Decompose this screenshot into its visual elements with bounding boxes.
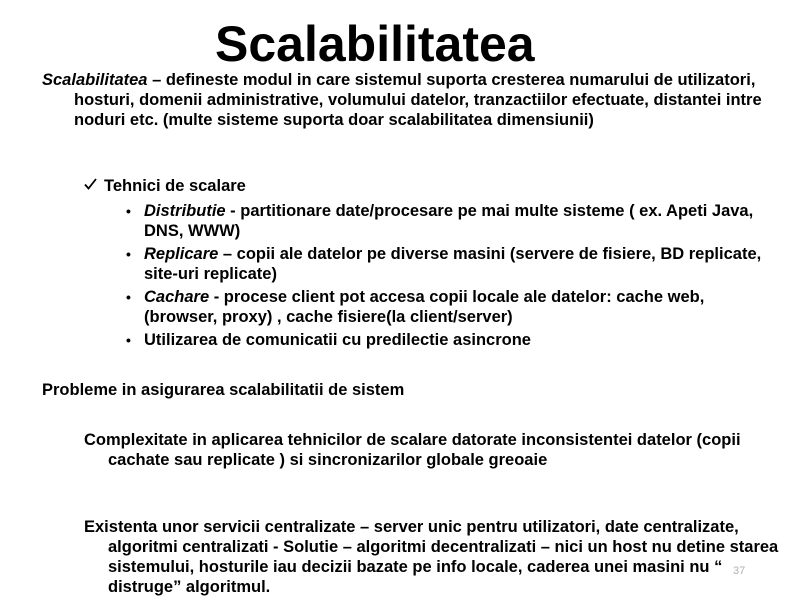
problem-item-centralizare: Existenta unor servicii centralizate – server unic pentru utilizatori, date centralizate, algoritmi centralizati - Solutie – algoritmi decentralizati – nici un host nu detine starea sistemului, hosturile iau decizii bazate pe info locale, caderea unei masini nu “ distruge” algoritmul. [84,518,779,596]
technique-text: Utilizarea de comunicatii cu predilectie asincrone [144,331,531,349]
bullet-icon: • [126,289,131,305]
technique-term: Distributie [144,202,226,220]
intro-paragraph [42,70,777,130]
technique-term: Cachare [144,288,210,306]
technique-term: Replicare [144,245,219,263]
technique-text: - procese client pot accesa copii locale ale datelor: cache web, (browser, proxy) , cache fisiere(la client/server) [144,288,705,326]
techniques-list [124,201,779,353]
technique-text: – copii ale datelor pe diverse masini (servere de fisiere, BD replicate, site-uri replicate) [144,245,762,283]
techniques-heading-row [84,176,246,196]
intro-text: – defineste modul in care sistemul suporta cresterea numarului de utilizatori, hosturi, domenii administrative, volumului datelor, tranzactiilor efectuate, distantei intre noduri etc. (multe sisteme suporta doar scalabilitatea dimensiunii) [74,71,762,129]
technique-item-replicare [124,244,779,284]
intro-term: Scalabilitatea [42,71,148,89]
bullet-icon: • [126,203,131,219]
techniques-heading: Tehnici de scalare [104,177,246,195]
page-number: 37 [733,565,746,577]
problems-heading: Probleme in asigurarea scalabilitatii de sistem [42,381,405,399]
technique-item-cachare [124,287,779,327]
checkmark-icon-svg [84,178,97,190]
bullet-icon: • [126,246,131,262]
slide-title: Scalabilitatea [215,16,535,72]
problem-item-complexitate: Complexitate in aplicarea tehnicilor de scalare datorate inconsistentei datelor (copii cachate sau replicate ) si sincronizarilor globale greoaie [84,431,741,469]
technique-item-comunicatii [124,330,779,350]
technique-text: - partitionare date/procesare pe mai multe sisteme ( ex. Apeti Java, DNS, WWW) [144,202,754,240]
technique-item-distributie [124,201,779,241]
bullet-icon: • [126,332,131,348]
checkmark-icon [84,176,104,196]
